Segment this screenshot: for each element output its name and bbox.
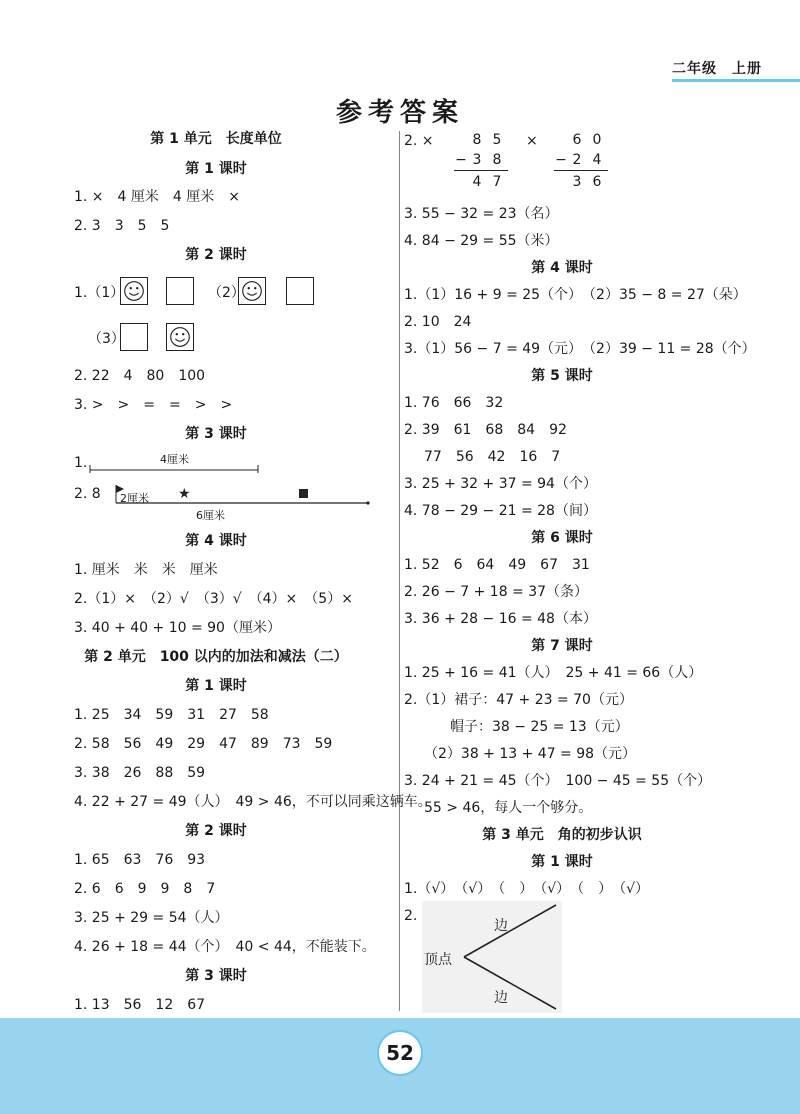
calc-rule [454,170,508,171]
digit: 6 [592,174,602,190]
answer-line: 3. 40 + 40 + 10 = 90（厘米） [74,620,281,636]
unit-1-lesson-2-heading: 第 2 课时 [185,247,247,263]
digit: 3 [572,174,582,190]
page-title: 参考答案 [335,98,464,128]
answer-line: 3. 24 + 21 = 45（个） 100 − 45 = 55（个） [404,773,712,789]
vertex-label: 顶点 [424,952,452,968]
answer-line: 1.（√） （√） （ ） （√） （ ） （√） [404,881,650,897]
header-rule [672,79,800,82]
vertical-subtraction-2 [550,131,610,191]
column-divider [399,131,400,1011]
answer-line: 2. 26 − 7 + 18 = 37（条） [404,584,589,600]
minus-sign: − [555,152,567,168]
answer-label: 2. × [404,133,434,149]
answer-line: 1. 25 + 16 = 41（人） 25 + 41 = 66（人） [404,665,703,681]
answer-line: 4. 22 + 27 = 49（人） 49 > 46，不可以同乘这辆车。 [74,794,432,810]
answer-line: 55 > 46，每人一个够分。 [424,800,593,816]
number-line-diagram [110,479,374,509]
digit: 8 [492,152,502,168]
digit: 4 [592,152,602,168]
answer-label: 2. 8 [74,486,101,502]
side-label: 边 [494,918,508,934]
answer-line: 1. 65 63 76 93 [74,852,206,868]
lesson-6-heading: 第 6 课时 [531,530,593,546]
answer-line: 3. 55 − 32 = 23（名） [404,206,559,222]
unit-1-lesson-3-heading: 第 3 课时 [185,426,247,442]
lesson-5-heading: 第 5 课时 [531,368,593,384]
grade-label: 二年级 上册 [672,61,762,77]
smiley-face-box [166,323,194,351]
digit: 3 [472,152,482,168]
unit-2-lesson-3-heading: 第 3 课时 [185,968,247,984]
unit-1-title: 第 1 单元 长度单位 [150,131,282,147]
lesson-4-heading: 第 4 课时 [531,260,593,276]
digit: 7 [492,174,502,190]
digit: 8 [472,132,482,148]
unit-1-lesson-1-heading: 第 1 课时 [185,161,247,177]
answer-line: 3. 25 + 32 + 37 = 94（个） [404,476,597,492]
answer-line: 2. 10 24 [404,314,472,330]
digit: 2 [572,152,582,168]
page-number: 52 [377,1030,423,1076]
answer-line: 2. 22 4 80 100 [74,368,206,384]
answer-label: 2. [404,908,418,924]
unit-3-title: 第 3 单元 角的初步认识 [482,827,642,843]
vertical-subtraction-1 [450,131,510,191]
empty-answer-box [286,277,314,305]
digit: 5 [492,132,502,148]
answer-line: 1. 76 66 32 [404,395,504,411]
answer-line: 1. 13 56 12 67 [74,997,206,1013]
unit-1-lesson-4-heading: 第 4 课时 [185,533,247,549]
minus-sign: − [455,152,467,168]
answer-mark: × [526,133,538,149]
answer-line: （2）38 + 13 + 47 = 98（元） [424,746,637,762]
digit: 6 [572,132,582,148]
answer-line: 77 56 42 16 7 [424,449,561,465]
side-label: 边 [494,990,508,1006]
answer-line: 3. 38 26 88 59 [74,765,206,781]
answer-line: 4. 84 − 29 = 55（米） [404,233,559,249]
answer-line: 2.（1）裙子：47 + 23 = 70（元） [404,692,633,708]
calc-rule [554,170,608,171]
segment-label: 4厘米 [160,453,189,466]
empty-answer-box [120,323,148,351]
answer-line: 4. 78 − 29 − 21 = 28（间） [404,503,597,519]
answer-line: 2. 6 6 9 9 8 7 [74,881,216,897]
lesson-7-heading: 第 7 课时 [531,638,593,654]
empty-answer-box [166,277,194,305]
answer-line: 2. 58 56 49 29 47 89 73 59 [74,736,333,752]
svg-text:★: ★ [178,486,191,502]
smiley-face-box [238,277,266,305]
unit-2-lesson-2-heading: 第 2 课时 [185,823,247,839]
answer-line: 3. 36 + 28 − 16 = 48（本） [404,611,597,627]
answer-line: 1. 厘米 米 米 厘米 [74,562,218,578]
unit-2-title: 第 2 单元 100 以内的加法和减法（二） [84,649,348,665]
answer-line: 1. 52 6 64 49 67 31 [404,557,590,573]
answer-line: 3.（1）56 − 7 = 49（元） （2）39 − 11 = 28（个） [404,341,756,357]
answer-label: （2） [208,285,245,301]
segment-label: 2厘米 [120,492,149,505]
unit-3-lesson-1-heading: 第 1 课时 [531,854,593,870]
digit: 0 [592,132,602,148]
answer-line: 帽子：38 − 25 = 13（元） [450,719,629,735]
answer-line: 2. 3 3 5 5 [74,218,170,234]
unit-2-lesson-1-heading: 第 1 课时 [185,678,247,694]
answer-line: 3. 25 + 29 = 54（人） [74,910,229,926]
answer-line: 2.（1）× （2）√ （3）√ （4）× （5）× [74,591,353,607]
answer-line: 1. 25 34 59 31 27 58 [74,707,269,723]
answer-label: （3） [88,331,125,347]
answer-line: 4. 26 + 18 = 44（个） 40 < 44，不能装下。 [74,939,376,955]
answer-label: 1.（1） [74,285,125,301]
answer-line: 1.（1）16 + 9 = 25（个） （2）35 − 8 = 27（朵） [404,287,747,303]
segment-label: 6厘米 [196,509,225,522]
smiley-face-box [120,277,148,305]
digit: 4 [472,174,482,190]
answer-label: 1. [74,455,88,471]
answer-line: 1. × 4 厘米 4 厘米 × [74,189,240,205]
answer-line: 2. 39 61 68 84 92 [404,422,567,438]
answer-line: 3. > > = = > > [74,397,233,413]
